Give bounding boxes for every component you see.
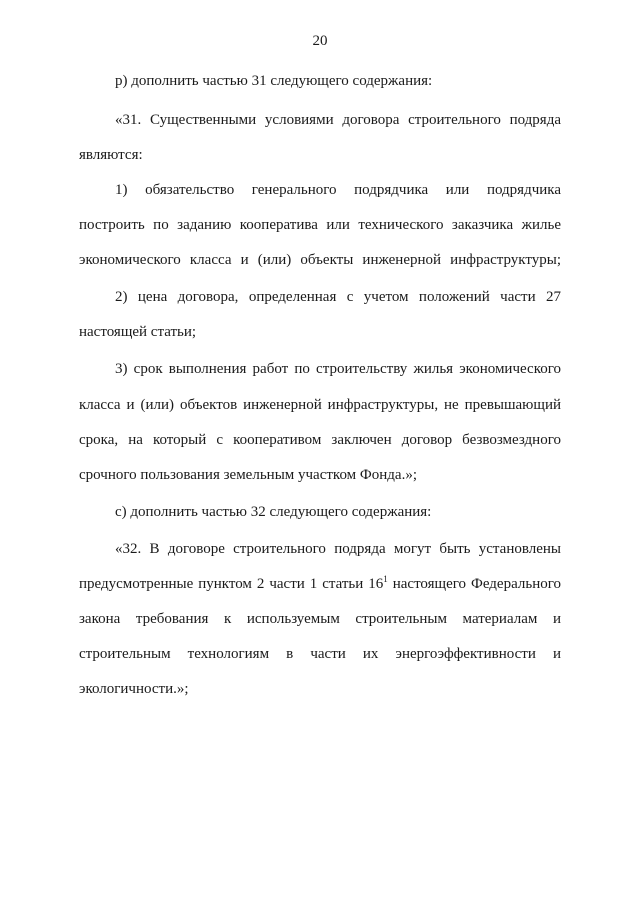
- paragraph-line: закона требования к используемым строительным материалам и: [79, 611, 561, 627]
- paragraph-line: с) дополнить частью 32 следующего содержания:: [115, 504, 432, 520]
- paragraph-line: экономического класса и (или) объекты инженерной инфраструктуры;: [79, 252, 561, 268]
- paragraph-line: экологичности.»;: [79, 681, 189, 697]
- paragraph-line: срока, на который с кооперативом заключен договор безвозмездного: [79, 432, 561, 448]
- paragraph-line: класса и (или) объектов инженерной инфраструктуры, не превышающий: [79, 397, 561, 413]
- line-text: предусмотренные пунктом 2 части 1 статьи 16: [79, 576, 384, 592]
- page-number: 20: [312, 33, 328, 49]
- paragraph-line: настоящей статьи;: [79, 324, 197, 340]
- paragraph-line: являются:: [79, 147, 143, 163]
- line-text: настоящего Федерального: [392, 576, 562, 592]
- paragraph-line: «32. В договоре строительного подряда могут быть установлены: [115, 541, 561, 557]
- paragraph-line-with-superscript: [79, 575, 561, 593]
- paragraph-line: 3) срок выполнения работ по строительству жилья экономического: [115, 361, 561, 377]
- paragraph-line: 1) обязательство генерального подрядчика или подрядчика: [115, 182, 561, 198]
- paragraph-line: р) дополнить частью 31 следующего содержания:: [115, 73, 433, 89]
- paragraph-line: «31. Существенными условиями договора строительного подряда: [115, 112, 561, 128]
- paragraph-line: строительным технологиям в части их энергоэффективности и: [79, 646, 561, 662]
- superscript: 1: [383, 574, 388, 584]
- paragraph-line: 2) цена договора, определенная с учетом положений части 27: [115, 289, 561, 305]
- paragraph-line: срочного пользования земельным участком Фонда.»;: [79, 467, 417, 483]
- paragraph-line: построить по заданию кооператива или технического заказчика жилье: [79, 217, 561, 233]
